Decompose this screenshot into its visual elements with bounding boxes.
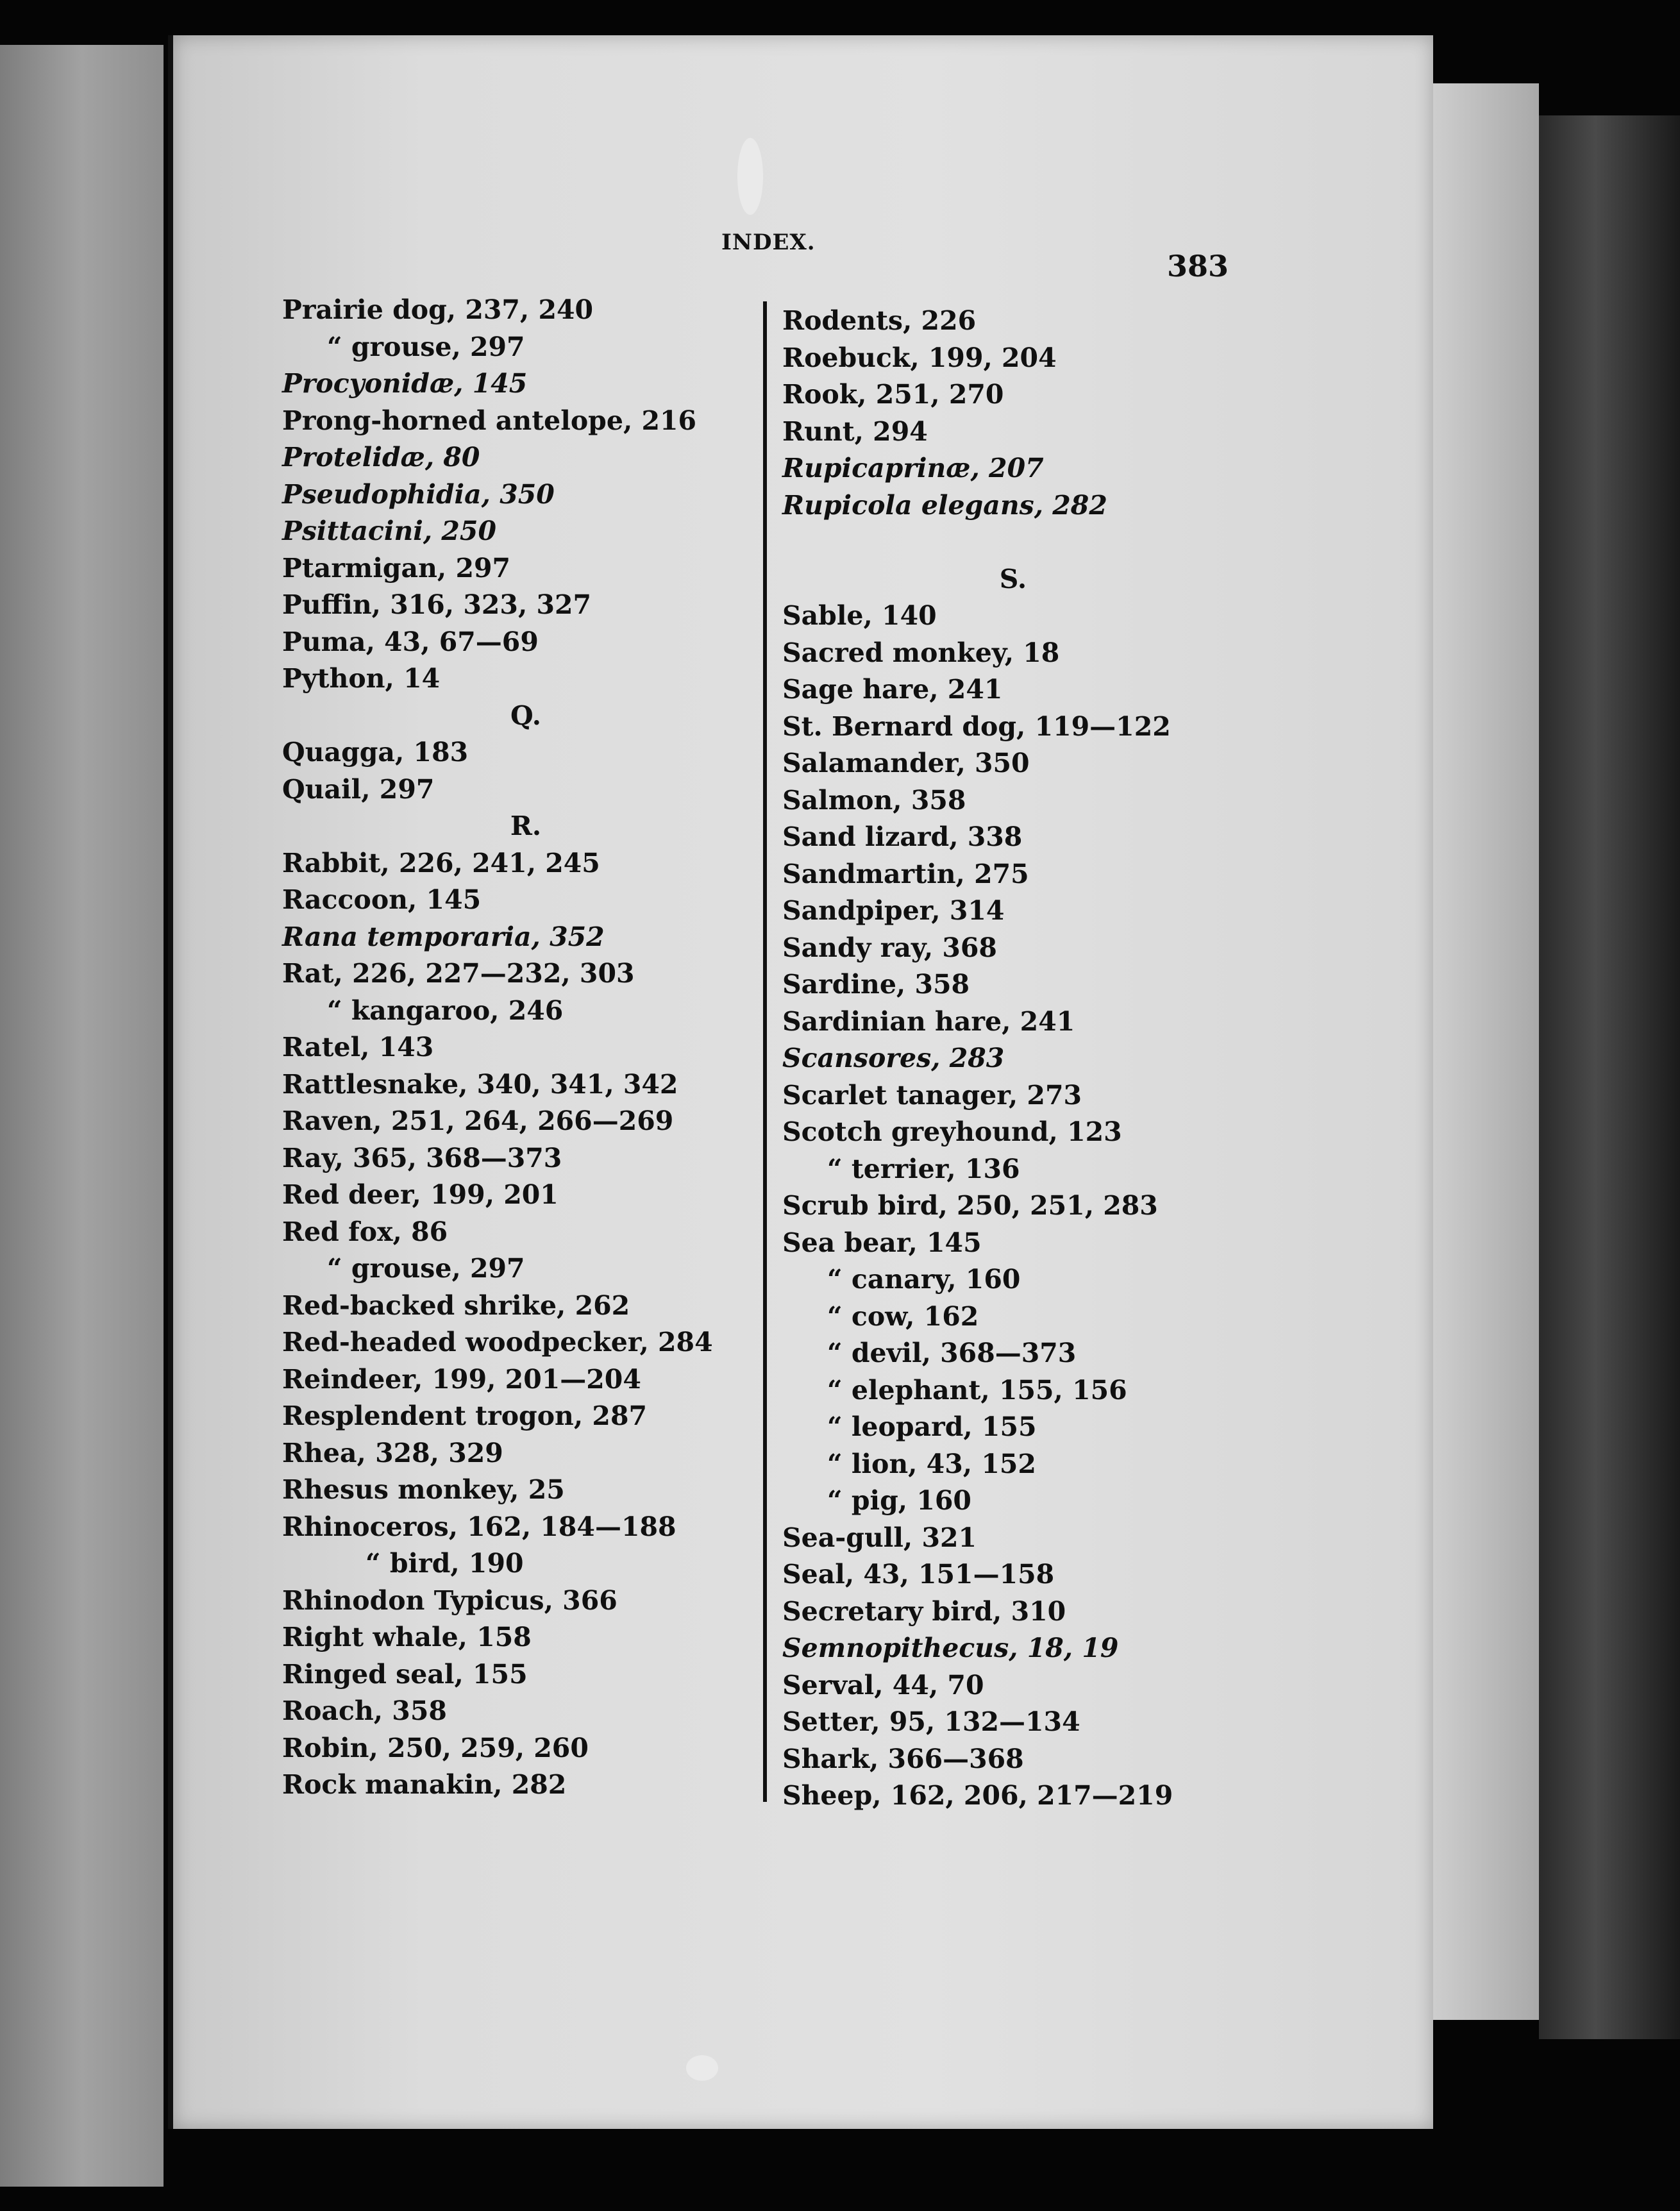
index-entry: Rhinoceros, 162, 184—188 [282, 1511, 676, 1542]
next-page-edge [1430, 83, 1539, 2020]
index-entry: Puma, 43, 67—69 [282, 626, 539, 657]
index-entry: Rupicola elegans, 282 [782, 489, 1107, 521]
index-entry: Rodents, 226 [782, 305, 977, 336]
section-letter: Q. [510, 700, 541, 731]
index-entry: Roebuck, 199, 204 [782, 342, 1057, 373]
column-divider [763, 301, 767, 1802]
index-entry: “ elephant, 155, 156 [827, 1374, 1127, 1406]
index-entry: “ grouse, 297 [327, 1253, 525, 1284]
index-column-right [782, 303, 1244, 1815]
index-entry: Sandy ray, 368 [782, 932, 997, 963]
index-entry: Sandmartin, 275 [782, 858, 1029, 889]
running-header: INDEX. [721, 230, 816, 255]
index-entry: Rhesus monkey, 25 [282, 1474, 565, 1505]
index-column-left [282, 292, 769, 1804]
index-entry: Salamander, 350 [782, 748, 1030, 778]
index-entry: Seal, 43, 151—158 [782, 1559, 1055, 1590]
index-entry: Sable, 140 [782, 600, 937, 631]
index-entry: Rat, 226, 227—232, 303 [282, 958, 635, 989]
index-entry: Red-backed shrike, 262 [282, 1290, 630, 1321]
index-entry: “ leopard, 155 [827, 1411, 1037, 1442]
index-entry: Red fox, 86 [282, 1216, 448, 1247]
index-entry: “ devil, 368—373 [827, 1338, 1077, 1368]
index-entry: Rhea, 328, 329 [282, 1437, 503, 1468]
index-entry: “ terrier, 136 [827, 1153, 1020, 1184]
paper-smudge [737, 138, 763, 215]
index-entry: Scrub bird, 250, 251, 283 [782, 1190, 1158, 1221]
book-binding [1539, 115, 1680, 2039]
index-entry: Ptarmigan, 297 [282, 552, 511, 584]
index-entry: Sacred monkey, 18 [782, 637, 1060, 668]
index-entry: Sea bear, 145 [782, 1227, 982, 1258]
index-entry: Sea-gull, 321 [782, 1522, 977, 1553]
index-entry: Sandpiper, 314 [782, 895, 1005, 926]
index-entry: Python, 14 [282, 663, 441, 694]
index-entry: Roach, 358 [282, 1695, 447, 1726]
index-entry: Procyonidæ, 145 [282, 368, 528, 399]
section-letter: S. [999, 563, 1027, 594]
index-entry: Rhinodon Typicus, 366 [282, 1585, 617, 1616]
index-entry: “ cow, 162 [827, 1300, 979, 1332]
index-entry: Sardine, 358 [782, 969, 970, 1000]
index-entry: Ray, 365, 368—373 [282, 1142, 562, 1173]
index-entry: Rana temporaria, 352 [282, 921, 605, 952]
index-entry: Prong-horned antelope, 216 [282, 405, 697, 436]
blank-line [782, 524, 1244, 561]
index-entry: Runt, 294 [782, 416, 928, 447]
index-entry: Setter, 95, 132—134 [782, 1706, 1080, 1737]
index-entry: Scansores, 283 [782, 1043, 1005, 1073]
index-entry: Semnopithecus, 18, 19 [782, 1633, 1119, 1663]
index-entry: “ pig, 160 [827, 1485, 971, 1516]
index-entry: Rabbit, 226, 241, 245 [282, 847, 600, 879]
index-entry: “ lion, 43, 152 [827, 1448, 1036, 1479]
paper-smudge [686, 2055, 718, 2081]
index-entry: Sand lizard, 338 [782, 821, 1023, 852]
index-entry: Sage hare, 241 [782, 674, 1003, 705]
index-entry: Resplendent trogon, 287 [282, 1400, 647, 1431]
index-entry: Scarlet tanager, 273 [782, 1079, 1082, 1111]
index-entry: Right whale, 158 [282, 1622, 532, 1652]
index-entry: Shark, 366—368 [782, 1743, 1024, 1774]
index-entry: Secretary bird, 310 [782, 1595, 1066, 1627]
index-entry: Robin, 250, 259, 260 [282, 1732, 589, 1763]
index-entry: Quail, 297 [282, 773, 435, 805]
index-entry: Puffin, 316, 323, 327 [282, 589, 592, 620]
previous-page-edge [0, 45, 164, 2187]
index-entry: St. Bernard dog, 119—122 [782, 710, 1171, 742]
index-entry: Sardinian hare, 241 [782, 1005, 1075, 1037]
index-entry: Rupicaprinæ, 207 [782, 453, 1044, 483]
index-entry: Rook, 251, 270 [782, 379, 1004, 410]
page-number: 383 [1167, 249, 1229, 283]
section-letter: R. [510, 811, 542, 841]
index-entry: Red-headed woodpecker, 284 [282, 1327, 713, 1358]
index-entry: “ bird, 190 [365, 1548, 524, 1579]
index-entry: Protelidæ, 80 [282, 442, 480, 473]
index-entry: Prairie dog, 237, 240 [282, 294, 594, 325]
index-entry: Red deer, 199, 201 [282, 1179, 559, 1210]
index-entry: “ kangaroo, 246 [327, 995, 564, 1026]
index-entry: Pseudophidia, 350 [282, 478, 555, 510]
index-entry: Ringed seal, 155 [282, 1658, 528, 1690]
index-entry: Salmon, 358 [782, 784, 966, 816]
index-entry: Rattlesnake, 340, 341, 342 [282, 1068, 678, 1100]
index-entry: Quagga, 183 [282, 737, 469, 768]
index-entry: Sheep, 162, 206, 217—219 [782, 1780, 1173, 1811]
index-entry: Raccoon, 145 [282, 884, 482, 915]
index-entry: Rock manakin, 282 [282, 1769, 567, 1800]
index-entry: “ canary, 160 [827, 1264, 1021, 1295]
index-entry: Reindeer, 199, 201—204 [282, 1363, 641, 1395]
index-entry: “ grouse, 297 [327, 331, 525, 362]
index-entry: Psittacini, 250 [282, 516, 496, 546]
index-entry: Serval, 44, 70 [782, 1669, 984, 1701]
index-entry: Raven, 251, 264, 266—269 [282, 1106, 674, 1136]
index-entry: Ratel, 143 [282, 1032, 434, 1063]
index-entry: Scotch greyhound, 123 [782, 1116, 1122, 1147]
